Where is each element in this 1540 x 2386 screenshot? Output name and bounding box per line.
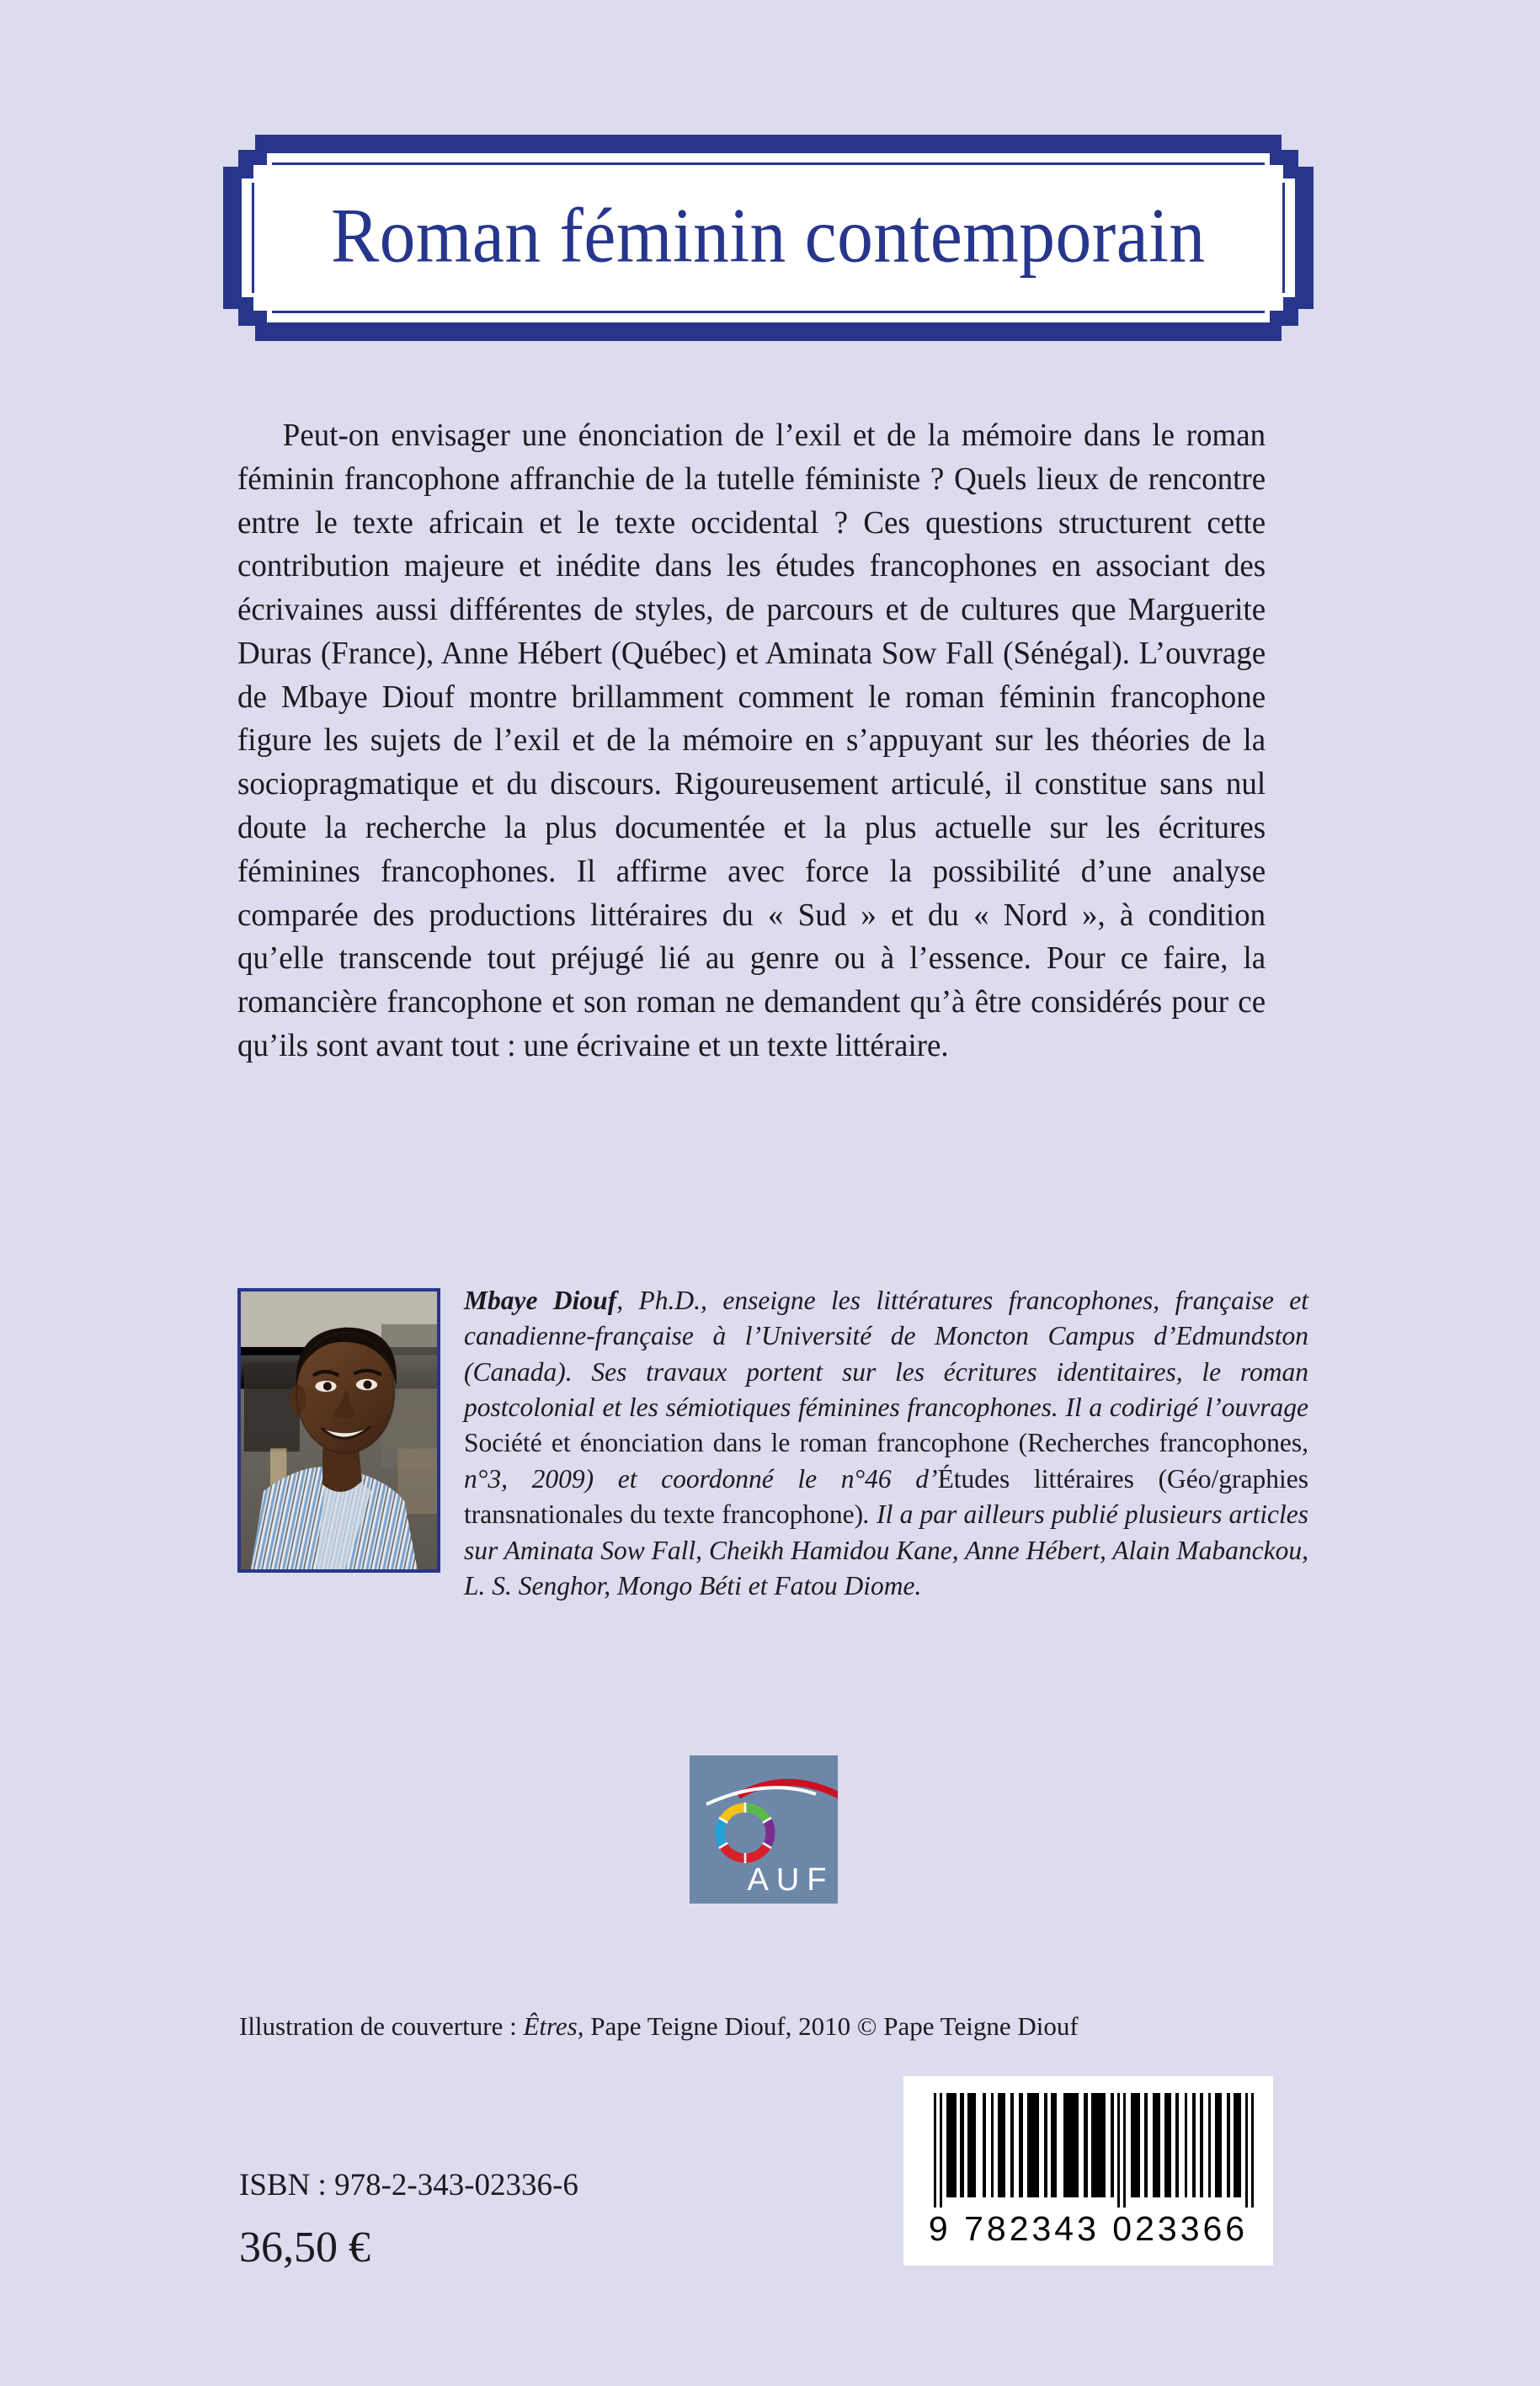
back-cover-blurb: Peut-on envisager une énonciation de l’exil et de la mémoire dans le roman féminin francophone affranchie de la tutelle féministe ? Quels lieux de rencontre entre le texte africain et le texte occidental ? Ces questions structurent cette contribution majeure et inédite dans les études francophones en associant des écrivaines aussi différentes de styles, de parcours et de cultures que Marguerite Duras (France), Anne Hébert (Québec) et Aminata Sow Fall (Sénégal). L’ouvrage de Mbaye Diouf montre brillamment comment le roman féminin francophone figure les sujets de l’exil et de la mémoire en s’appuyant sur les théories de la sociopragmatique et du discours. Rigoureusement articulé, il constitue sans nul doute la recherche la plus documentée et la plus actuelle sur les écritures féminines francophones. Il affirme avec force la possibilité d’une analyse comparée des productions littéraires du « Sud » et du « Nord », à condition qu’elle transcende tout préjugé lié au genre ou à l’essence. Pour ce faire, la romancière francophone et son roman ne demandent qu’à être considérés pour ce qu’ils sont avant tout : une écrivaine et un texte littéraire. xyxy=(237,418,1266,1063)
author-name: Mbaye Diouf xyxy=(464,1286,617,1315)
bio-part-1: , Ph.D., enseigne les littératures francophones, française et canadienne-française à l’Université de Moncton Campus d’Edmundston (Canada). Ses travaux portent sur les écritures identitaires, le roman postcolonial et les sémiotiques féminines francophones. Il a codirigé l’ouvrage xyxy=(464,1286,1309,1423)
author-photo xyxy=(237,1288,440,1573)
bio-work-title-2: Études littéraires (Géo/graphies transnationales du texte francophone) xyxy=(464,1463,1308,1530)
bio-part-2: , n°3, 2009) et coordonné le n°46 d’ xyxy=(464,1428,1308,1494)
isbn-text: ISBN : 978-2-343-02336-6 xyxy=(239,2168,578,2202)
auf-acronym-text: AUF xyxy=(747,1862,834,1898)
book-title-text: Roman féminin contemporain xyxy=(331,191,1206,278)
book-title xyxy=(223,191,1314,278)
bio-work-title-1: Société et énonciation dans le roman francophone (Recherches francophones xyxy=(464,1428,1303,1458)
credit-prefix: Illustration de couverture : xyxy=(239,2011,524,2041)
auf-logo-graphic xyxy=(690,1755,838,1904)
author-portrait-image xyxy=(241,1292,437,1569)
cover-illustration-credit xyxy=(239,2011,1079,2042)
title-frame xyxy=(223,135,1314,341)
author-bio xyxy=(237,1283,1308,1604)
barcode-digits: 9 782343 023366 xyxy=(928,2209,1249,2248)
credit-artwork-title: Êtres xyxy=(523,2011,578,2041)
bio-part-3: . Il a par ailleurs publié plusieurs articles sur Aminata Sow Fall, Cheikh Hamidou Kane, Anne Hébert, Alain Mabanckou, L. S. Senghor, Mongo Béti et Fatou Diome. xyxy=(464,1499,1309,1600)
auf-logo xyxy=(690,1755,838,1904)
barcode-bars xyxy=(919,2093,1258,2208)
credit-suffix: , Pape Teigne Diouf, 2010 © Pape Teigne Diouf xyxy=(577,2011,1079,2041)
barcode-panel xyxy=(903,2076,1273,2266)
price-text: 36,50 € xyxy=(239,2224,370,2271)
